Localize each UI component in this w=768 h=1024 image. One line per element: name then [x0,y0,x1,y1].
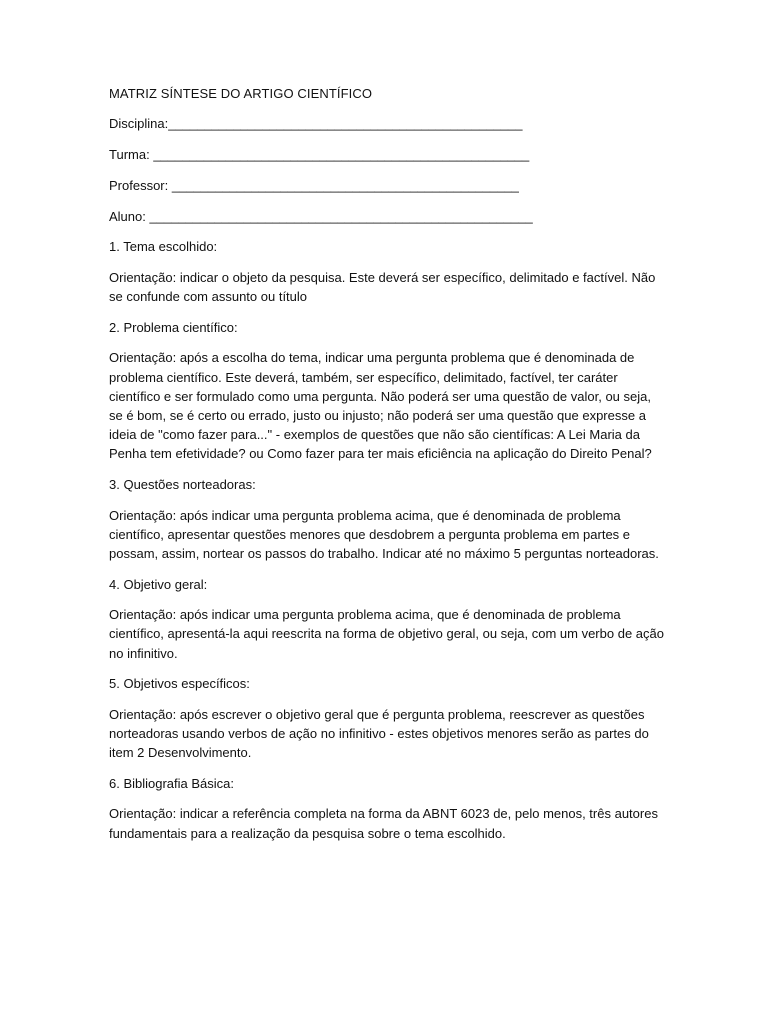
field-disciplina [109,114,668,133]
section-body-questoes: Orientação: após indicar uma pergunta problema acima, que é denominada de problema científico, apresentar questões menores que desdobrem a pergunta problema em partes e possam, assim, nortear os passos do trabalho. Indicar até no máximo 5 perguntas norteadoras. [109,507,659,561]
section-heading-objetivos-especificos: 5. Objetivos específicos: [109,676,250,692]
section-heading-objetivo-geral: 4. Objetivo geral: [109,576,208,592]
section-heading-problema: 2. Problema científico: [109,319,238,335]
field-disciplina-label: Disciplina: [109,116,169,132]
field-professor-label: Professor: [109,177,172,193]
section-body-objetivos-especificos: Orientação: após escrever o objetivo geral que é pergunta problema, reescrever as questões norteadoras usando verbos de ação no infinitivo - estes objetivos menores serão as partes do item 2 Desenvolvimento. [109,706,649,761]
field-disciplina-line: _________________________________________________ [168,116,523,132]
section-heading-tema: 1. Tema escolhido: [109,239,218,255]
section-body-problema: Orientação: após a escolha do tema, indicar uma pergunta problema que é denominada de problema científico. Este deverá, também, ser específico, delimitado, factível, ter caráter científico e ser formulado como uma pergunta. Não poderá ser uma questão de valor, ou seja, se é bom, se é certo ou errado, justo ou injusto; não poderá ser uma questão que expresse a ideia de "como fazer para..." - exemplos de questões que não são científicas: A Lei Maria da Penha tem efetividade? ou Como fazer para ter mais eficiência na aplicação do Direito Penal? [109,350,652,462]
field-turma-line: ____________________________________________________ [153,147,530,162]
field-professor [109,176,668,195]
field-turma [109,145,668,164]
section-body-objetivo-geral: Orientação: após indicar uma pergunta problema acima, que é denominada de problema científico, apresentá-la aqui reescrita na forma de objetivo geral, ou seja, com um verbo de ação no infinitivo. [109,607,664,661]
field-aluno [109,207,668,226]
field-aluno-label: Aluno: [109,208,150,224]
field-professor-line: ________________________________________________ [171,177,519,193]
document-title: MATRIZ SÍNTESE DO ARTIGO CIENTÍFICO [109,86,373,101]
field-turma-label: Turma: [109,147,154,162]
section-body-bibliografia: Orientação: indicar a referência completa na forma da ABNT 6023 de, pelo menos, três autores fundamentais para a realização da pesquisa sobre o tema escolhido. [109,806,658,841]
section-body-tema: Orientação: indicar o objeto da pesquisa. Este deverá ser específico, delimitado e factível. Não se confunde com assunto ou título [109,269,656,305]
section-heading-bibliografia: 6. Bibliografia Básica: [109,775,235,791]
field-aluno-line: _____________________________________________________ [149,208,533,224]
section-heading-questoes: 3. Questões norteadoras: [109,476,256,492]
